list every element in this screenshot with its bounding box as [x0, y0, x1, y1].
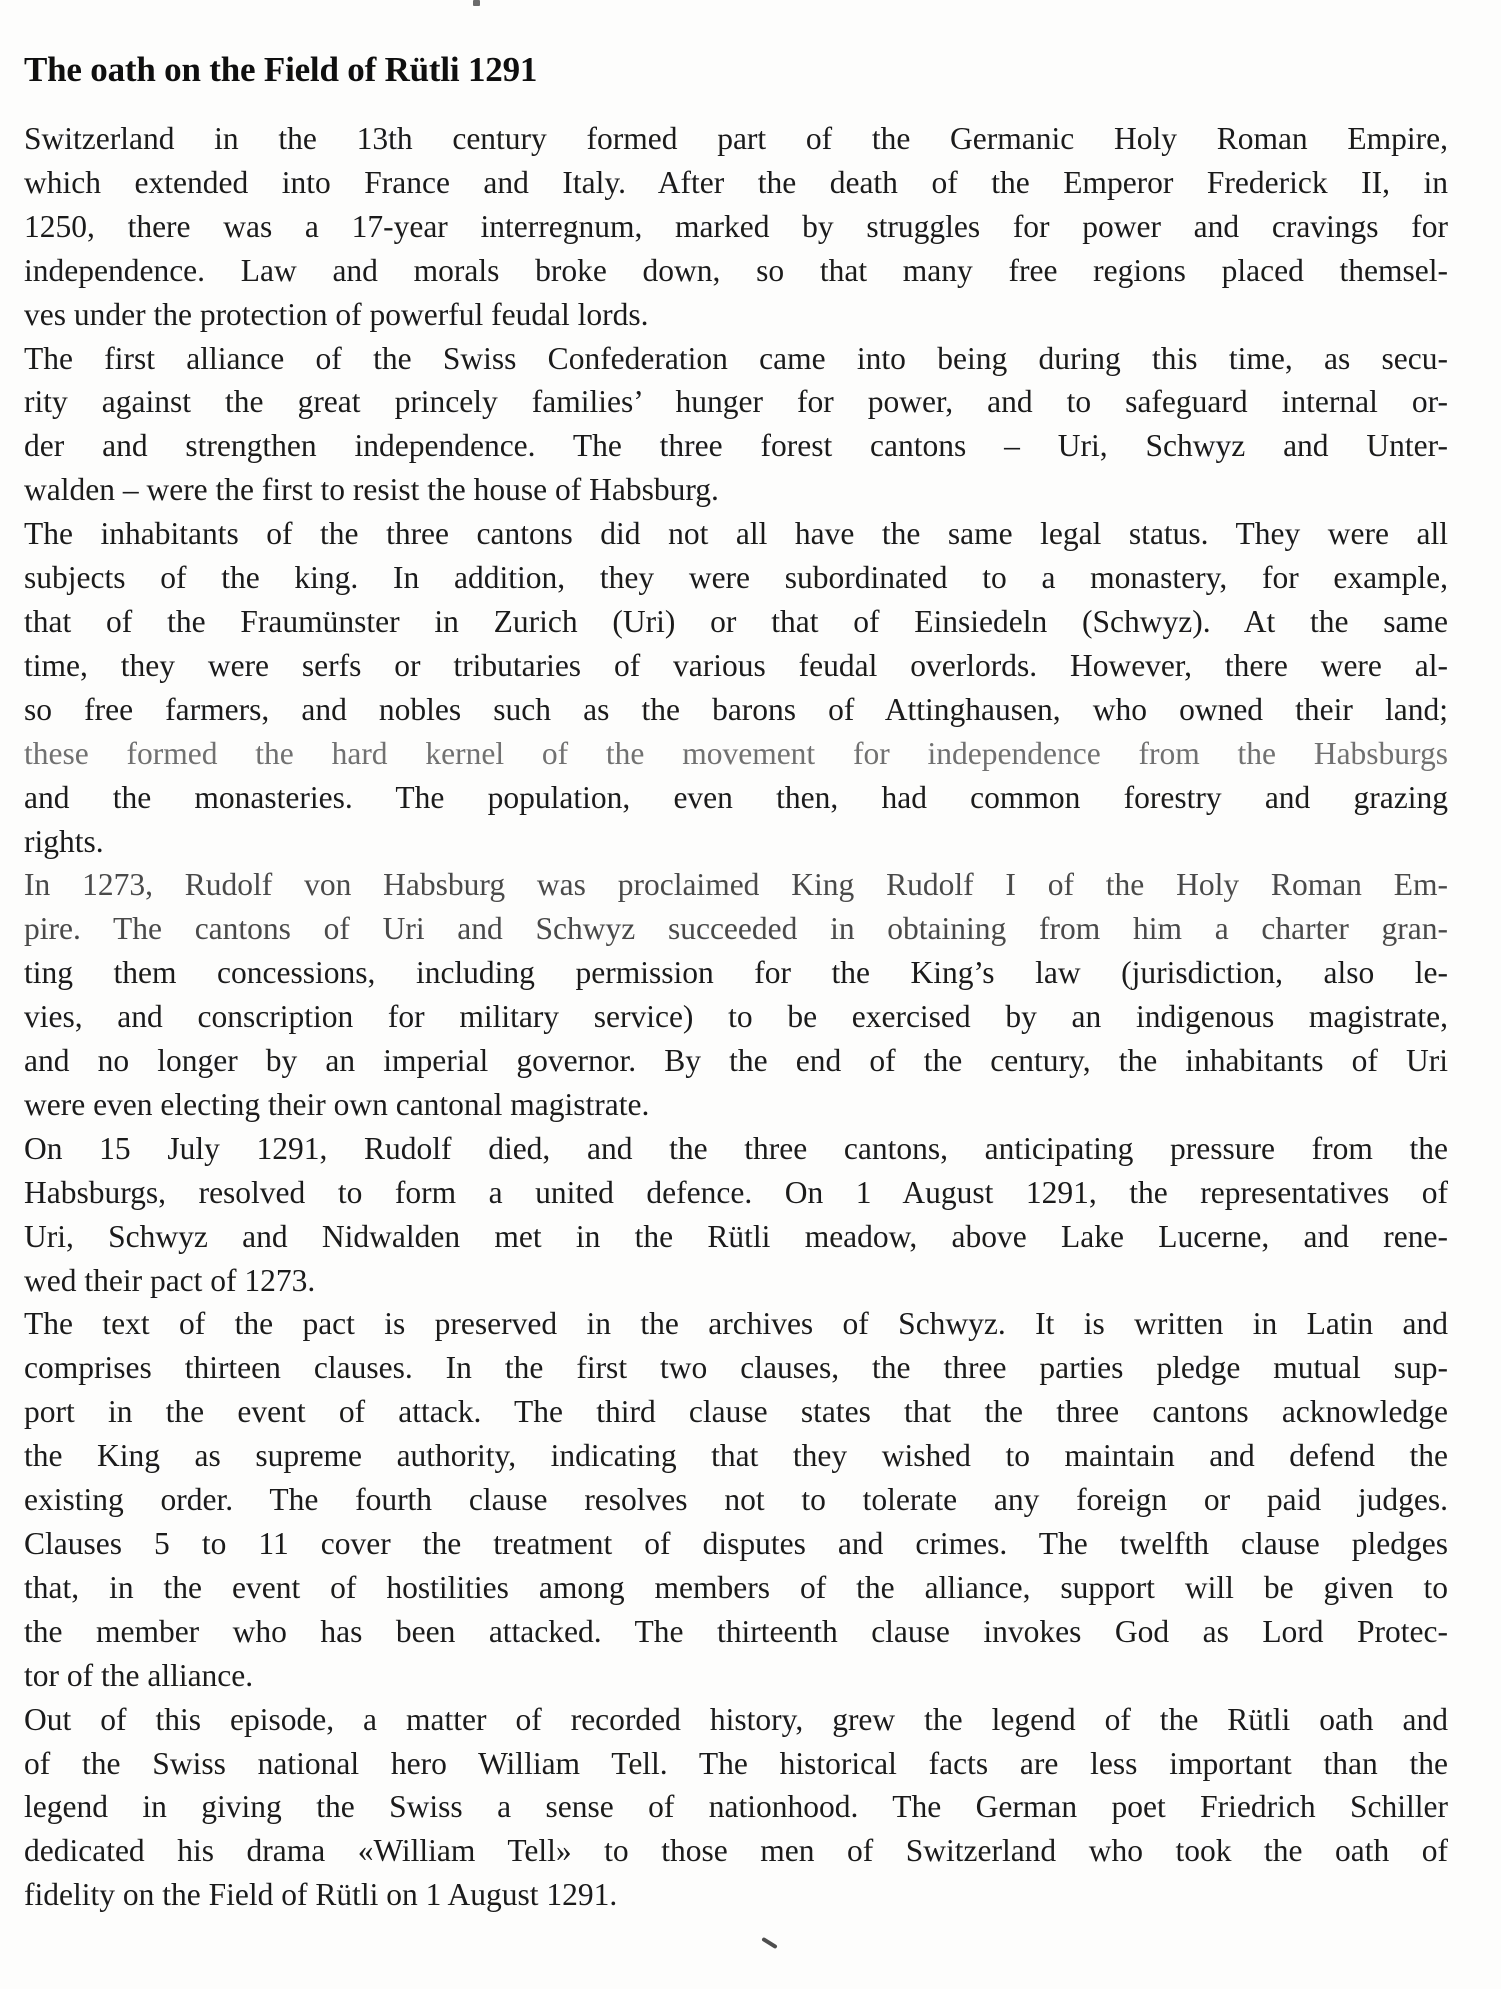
text-line: comprises thirteen clauses. In the first two clauses, the three parties pledge mutual sup- [24, 1350, 1448, 1386]
text-line: of the Swiss national hero William Tell. The historical facts are less important than the [24, 1745, 1448, 1781]
text-line: Switzerland in the 13th century formed part of the Germanic Holy Roman Empire, [24, 121, 1448, 156]
body-text [24, 117, 1448, 1917]
text-line: rity against the great princely families’ hunger for power, and to safeguard internal or- [24, 384, 1448, 420]
text-line: that, in the event of hostilities among members of the alliance, support will be given to [24, 1569, 1448, 1605]
text-line: Clauses 5 to 11 cover the treatment of disputes and crimes. The twelfth clause pledges [24, 1526, 1448, 1561]
text-line: and no longer by an imperial governor. By the end of the century, the inhabitants of Uri [24, 1043, 1448, 1079]
text-line: time, they were serfs or tributaries of various feudal overlords. However, there were al- [24, 647, 1448, 683]
text-line: which extended into France and Italy. After the death of the Emperor Frederick II, in [24, 164, 1448, 200]
text-line: ting them concessions, including permission for the King’s law (jurisdiction, also le- [24, 955, 1448, 991]
text-line: Out of this episode, a matter of recorded history, grew the legend of the Rütli oath and [24, 1701, 1448, 1737]
text-line: so free farmers, and nobles such as the barons of Attinghausen, who owned their land; [24, 691, 1448, 727]
text-line: port in the event of attack. The third clause states that the three cantons acknowledge [24, 1394, 1448, 1430]
text-line: der and strengthen independence. The three forest cantons – Uri, Schwyz and Unter- [24, 428, 1448, 464]
scan-stroke-artifact [761, 1937, 778, 1949]
text-line: rights. [24, 823, 104, 859]
text-line: that of the Fraumünster in Zurich (Uri) or that of Einsiedeln (Schwyz). At the same [24, 603, 1448, 639]
text-line: were even electing their own cantonal magistrate. [24, 1086, 650, 1122]
text-line: On 15 July 1291, Rudolf died, and the three cantons, anticipating pressure from the [24, 1130, 1448, 1166]
scan-speck-artifact [473, 0, 480, 6]
text-line: pire. The cantons of Uri and Schwyz succeeded in obtaining from him a charter gran- [24, 911, 1448, 947]
text-line: walden – were the first to resist the house of Habsburg. [24, 472, 719, 508]
page-title: The oath on the Field of Rütli 1291 [24, 50, 538, 89]
text-line: legend in giving the Swiss a sense of nationhood. The German poet Friedrich Schiller [24, 1789, 1448, 1825]
text-line: wed their pact of 1273. [24, 1262, 316, 1298]
text-line: In 1273, Rudolf von Habsburg was proclaimed King Rudolf I of the Holy Roman Em- [24, 867, 1448, 903]
text-line: existing order. The fourth clause resolves not to tolerate any foreign or paid judges. [24, 1482, 1448, 1518]
text-line: Uri, Schwyz and Nidwalden met in the Rütli meadow, above Lake Lucerne, and rene- [24, 1218, 1448, 1254]
text-line: vies, and conscription for military service) to be exercised by an indigenous magistrate, [24, 999, 1448, 1035]
text-line: The first alliance of the Swiss Confederation came into being during this time, as secu- [24, 340, 1448, 376]
text-line: subjects of the king. In addition, they were subordinated to a monastery, for example, [24, 560, 1448, 596]
text-line: and the monasteries. The population, even then, had common forestry and grazing [24, 779, 1448, 815]
text-line: the member who has been attacked. The thirteenth clause invokes God as Lord Protec- [24, 1613, 1448, 1649]
text-line: dedicated his drama «William Tell» to those men of Switzerland who took the oath of [24, 1833, 1448, 1869]
text-line: independence. Law and morals broke down, so that many free regions placed themsel- [24, 252, 1448, 288]
text-line: 1250, there was a 17-year interregnum, marked by struggles for power and cravings for [24, 208, 1448, 244]
text-line: The text of the pact is preserved in the archives of Schwyz. It is written in Latin and [24, 1306, 1448, 1342]
text-line: fidelity on the Field of Rütli on 1 August 1291. [24, 1877, 618, 1913]
text-line: ves under the protection of powerful feudal lords. [24, 296, 649, 332]
text-line: The inhabitants of the three cantons did not all have the same legal status. They were all [24, 516, 1448, 552]
text-line: the King as supreme authority, indicating that they wished to maintain and defend the [24, 1438, 1448, 1474]
text-line: tor of the alliance. [24, 1657, 254, 1693]
text-line: Habsburgs, resolved to form a united defence. On 1 August 1291, the representatives of [24, 1174, 1448, 1210]
text-line: these formed the hard kernel of the movement for independence from the Habsburgs [24, 735, 1448, 771]
